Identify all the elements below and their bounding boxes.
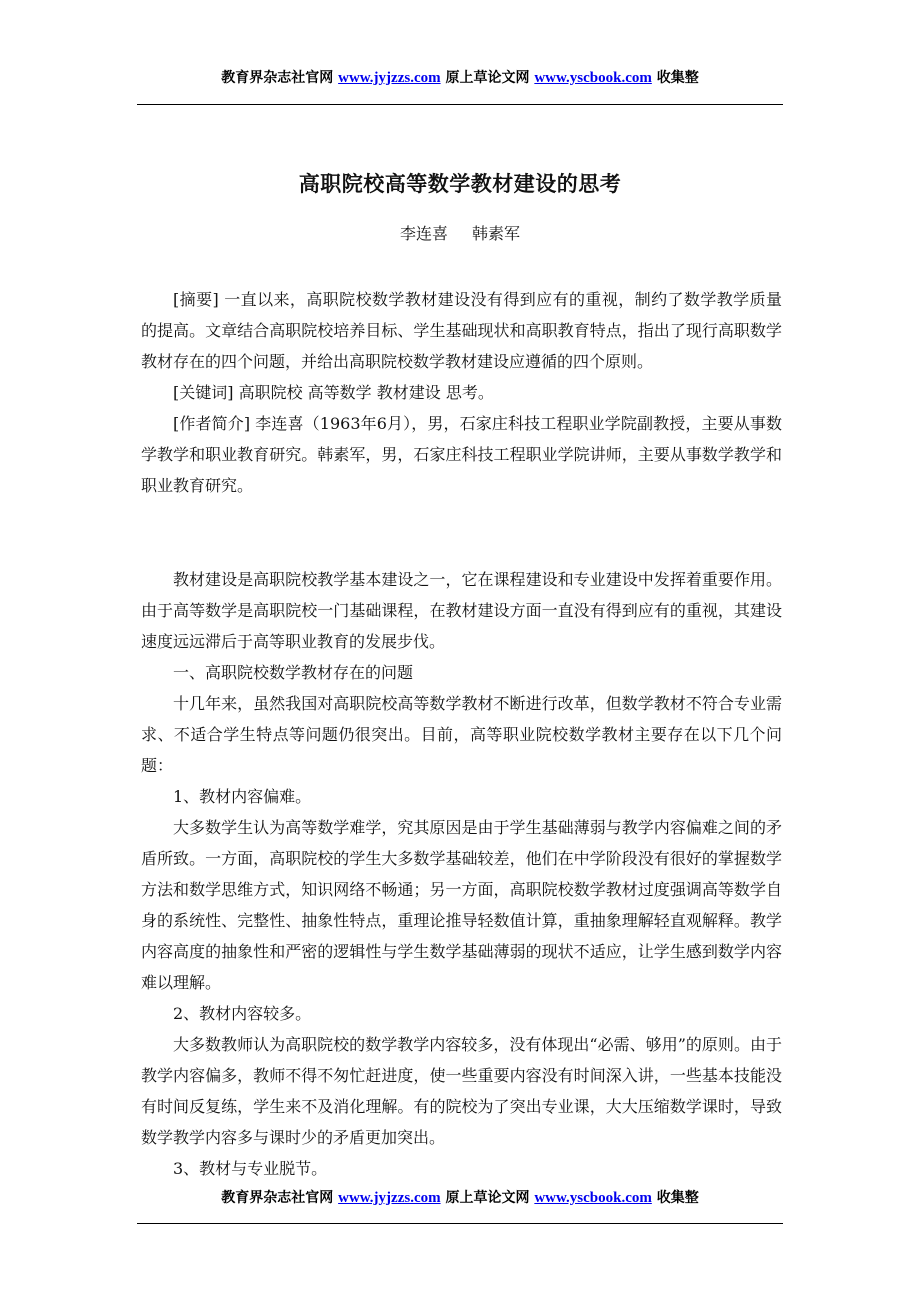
abstract-paragraph: [摘要] 一直以来，高职院校数学教材建设没有得到应有的重视，制约了数学教学质量的提高。文章结合高职院校培养目标、学生基础现状和高职教育特点，指出了现行高职数学教材存在的四个问题，并给出高职院校数学教材建设应遵循的四个原则。 xyxy=(141,290,782,371)
section-heading: 一、高职院校数学教材存在的问题 xyxy=(173,663,414,682)
subsection-heading: 2、教材内容较多。 xyxy=(173,1004,312,1023)
body-section xyxy=(141,564,782,1184)
author-bio-paragraph: [作者简介] 李连喜（1963年6月），男，石家庄科技工程职业学院副教授，主要从事数学教学和职业教育研究。韩素军，男，石家庄科技工程职业学院讲师，主要从事数学教学和职业教育研究。 xyxy=(141,414,782,495)
header-link-jyjzzs[interactable]: www.jyjzzs.com xyxy=(338,70,441,86)
body-paragraph: 十几年来，虽然我国对高职院校高等数学教材不断进行改革，但数学教材不符合专业需求、不适合学生特点等问题仍很突出。目前，高等职业院校数学教材主要存在以下几个问题： xyxy=(141,694,782,775)
footer-middle: 原上草论文网 xyxy=(445,1190,530,1206)
page-footer xyxy=(137,1187,783,1207)
header-prefix: 教育界杂志社官网 xyxy=(221,70,334,86)
body-paragraph: 大多数教师认为高职院校的数学教学内容较多，没有体现出“必需、够用”的原则。由于教学内容偏多，教师不得不匆忙赶进度，使一些重要内容没有时间深入讲，一些基本技能没有时间反复练，学生来不及消化理解。有的院校为了突出专业课，大大压缩数学课时，导致数学教学内容多与课时少的矛盾更加突出。 xyxy=(141,1035,782,1147)
author-name: 李连喜 xyxy=(399,224,448,243)
author-name: 韩素军 xyxy=(472,224,521,243)
footer-prefix: 教育界杂志社官网 xyxy=(221,1190,334,1206)
footer-link-yscbook[interactable]: www.yscbook.com xyxy=(534,1190,652,1206)
abstract-section xyxy=(141,284,782,501)
document-title: 高职院校高等数学教材建设的思考 xyxy=(298,172,622,196)
header-divider xyxy=(137,104,783,105)
footer-suffix: 收集整 xyxy=(656,1190,699,1206)
body-paragraph: 大多数学生认为高等数学难学，究其原因是由于学生基础薄弱与教学内容偏难之间的矛盾所致。一方面，高职院校的学生大多数学基础较差，他们在中学阶段没有很好的掌握数学方法和数学思维方式，知识网络不畅通；另一方面，高职院校数学教材过度强调高等数学自身的系统性、完整性、抽象性特点，重理论推导轻数值计算，重抽象理解轻直观解释。教学内容高度的抽象性和严密的逻辑性与学生数学基础薄弱的现状不适应，让学生感到数学内容难以理解。 xyxy=(141,818,782,992)
page-header xyxy=(137,67,783,87)
footer-link-jyjzzs[interactable]: www.jyjzzs.com xyxy=(338,1190,441,1206)
header-link-yscbook[interactable]: www.yscbook.com xyxy=(534,70,652,86)
header-suffix: 收集整 xyxy=(656,70,699,86)
header-middle: 原上草论文网 xyxy=(445,70,530,86)
footer-divider xyxy=(137,1223,783,1224)
keywords-paragraph: [关键词] 高职院校 高等数学 教材建设 思考。 xyxy=(173,383,494,402)
subsection-heading: 3、教材与专业脱节。 xyxy=(173,1159,328,1178)
body-paragraph: 教材建设是高职院校教学基本建设之一，它在课程建设和专业建设中发挥着重要作用。由于高等数学是高职院校一门基础课程，在教材建设方面一直没有得到应有的重视，其建设速度远远滞后于高等职业教育的发展步伐。 xyxy=(141,570,782,651)
subsection-heading: 1、教材内容偏难。 xyxy=(173,787,312,806)
authors xyxy=(137,221,783,244)
